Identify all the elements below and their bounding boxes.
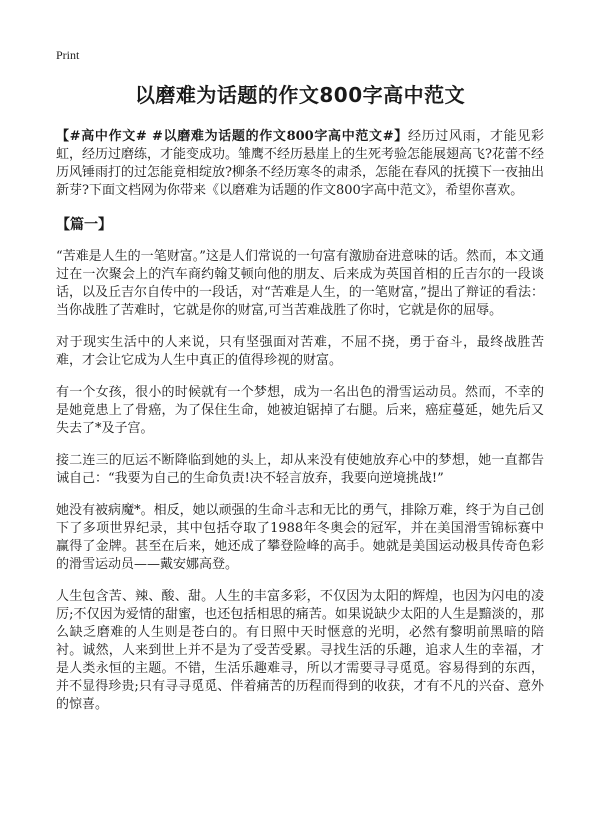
print-link[interactable]: Print xyxy=(56,48,80,62)
body-paragraph-2: 对于现实生活中的人来说，只有坚强面对苦难，不屈不挠，勇于奋斗，最终战胜苦难，才会让它成为人生中真正的值得珍视的财富。 xyxy=(56,335,544,368)
body-paragraph-5: 她没有被病魔*。相反，她以顽强的生命斗志和无比的勇气，排除万难，终于为自己创下了多项世界纪录，其中包括夺取了1988年冬奥会的冠军，并在美国滑雪锦标赛中赢得了金牌。甚至在后来，她还成了攀登险峰的高手。她就是美国运动极具传奇色彩的滑雪运动员——戴安娜高登。 xyxy=(56,503,544,572)
intro-tag: 【#高中作文# #以磨难为话题的作文800字高中范文#】 xyxy=(56,129,408,144)
page-title: 以磨难为话题的作文800字高中范文 xyxy=(134,83,466,107)
section-heading: 【篇一】 xyxy=(56,217,112,233)
intro-paragraph xyxy=(56,128,544,200)
body-paragraph-3: 有一个女孩，很小的时候就有一个梦想，成为一名出色的滑雪运动员。然而，不幸的是她竟患上了骨癌，为了保住生命，她被迫锯掉了右腿。后来，癌症蔓延，她先后又失去了*及子宫。 xyxy=(56,385,544,436)
body-paragraph-6: 人生包含苦、辣、酸、甜。人生的丰富多彩，不仅因为太阳的辉煌，也因为闪电的凌厉;不仅因为爱情的甜蜜，也还包括相思的痛苦。如果说缺少太阳的人生是黯淡的，那么缺乏磨难的人生则是苍白的。有日照中天时惬意的光明，必然有黎明前黑暗的陪衬。诚然，人来到世上并不是为了受苦受累。寻找生活的乐趣，追求人生的幸福，才是人类永恒的主题。不错，生活乐趣难寻，所以才需要寻寻觅觅。容易得到的东西，并不显得珍贵;只有寻寻觅觅、伴着痛苦的历程而得到的收获，才有不凡的兴奋、意外的惊喜。 xyxy=(56,589,544,712)
body-paragraph-4: 接二连三的厄运不断降临到她的头上，却从来没有使她放弃心中的梦想，她一直都告诫自己：“我要为自己的生命负责!决不轻言放弃，我要向逆境挑战!” xyxy=(56,453,544,486)
body-paragraph-1: “苦难是人生的一笔财富。”这是人们常说的一句富有激励奋进意味的话。然而，本文通过在一次聚会上的汽车商约翰艾顿向他的朋友、后来成为英国首相的丘吉尔的一段谈话，以及丘吉尔自传中的一段话，对“苦难是人生，的一笔财富，”提出了辩证的看法：当你战胜了苦难时，它就是你的财富,可当苦难战胜了你时，它就是你的屈辱。 xyxy=(56,249,544,318)
intro-text: 经历过风雨，才能见彩虹，经历过磨练，才能变成功。雏鹰不经历悬崖上的生死考验怎能展翅高飞?花蕾不经历风锤雨打的过怎能竟相绽放?柳条不经历寒冬的肃杀，怎能在春风的抚摸下一夜抽出新芽?下面文档网为你带来《以磨难为话题的作文800字高中范文》，希望你喜欢。 xyxy=(56,129,544,198)
